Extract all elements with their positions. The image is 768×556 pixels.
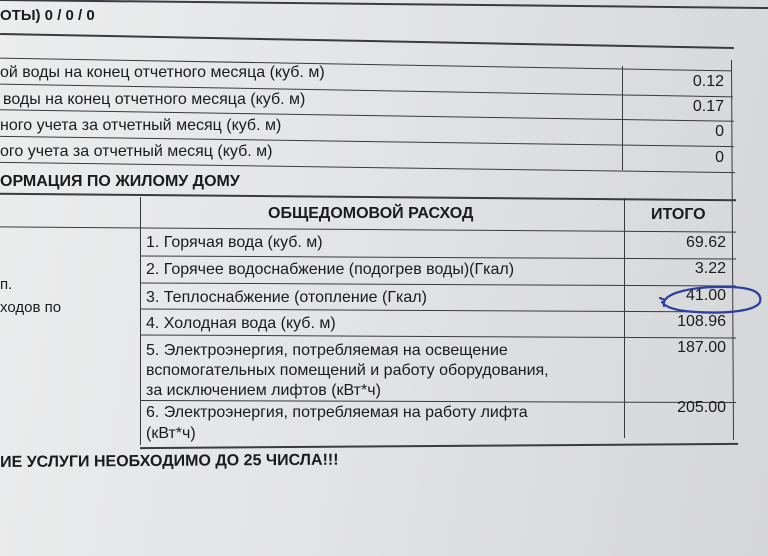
- expense-row-label: (кВт*ч): [146, 425, 196, 442]
- expense-row-value: 3.22: [694, 260, 726, 277]
- top-prefix: ОТЫ) 0 / 0 / 0: [0, 7, 95, 24]
- expense-row-value: 108.96: [677, 313, 726, 330]
- house-table-bottom-rule: [140, 443, 738, 449]
- house-table-total-header: ИТОГО: [651, 206, 706, 223]
- house-table-row-rule: [140, 255, 736, 259]
- right-border: [731, 60, 734, 440]
- meter-row-value: 0.12: [692, 73, 724, 90]
- expense-row-label: за исключением лифтов (кВт*ч): [146, 382, 381, 399]
- expense-row-label: 3. Теплоснабжение (отопление (Гкал): [146, 289, 427, 306]
- house-table-top-rule: [0, 193, 736, 201]
- expense-row-value: 205.00: [677, 399, 726, 416]
- meter-row-label: ого учета за отчетный месяц (куб. м): [0, 143, 273, 160]
- meter-row-label: ного учета за отчетный месяц (куб. м): [0, 117, 282, 134]
- meter-row-label: воды на конец отчетного месяца (куб. м): [3, 91, 306, 108]
- house-table-left-divider: [140, 197, 141, 445]
- expense-row-label: 1. Горячая вода (куб. м): [146, 234, 323, 251]
- side-label: ходов по: [0, 299, 62, 316]
- side-label: п.: [0, 276, 13, 293]
- expense-row-label: 2. Горячее водоснабжение (подогрев воды)(Гкал): [146, 261, 515, 278]
- house-table-row-rule: [140, 334, 736, 338]
- meter-row-value: 0: [715, 123, 724, 140]
- house-table-column-header: ОБЩЕДОМОВОЙ РАСХОД: [268, 205, 474, 222]
- expense-row-value-marked: 41.00: [685, 287, 726, 304]
- expense-row-label: 5. Электроэнергия, потребляемая на освещение: [146, 342, 508, 359]
- meter-row-value: 0: [715, 149, 724, 166]
- meter-row-rule: [0, 162, 735, 173]
- house-table-row-rule: [140, 308, 736, 312]
- expense-row-label: 4. Холодная вода (куб. м): [146, 315, 336, 332]
- meter-value-divider: [622, 66, 623, 170]
- top-rule: [0, 0, 768, 9]
- section-title: ОРМАЦИЯ ПО ЖИЛОМУ ДОМУ: [0, 173, 240, 190]
- house-table-header-rule: [0, 226, 736, 232]
- expense-row-value: 69.62: [685, 234, 726, 251]
- meter-block-top-rule: [0, 33, 734, 49]
- house-table-row-rule: [140, 282, 736, 286]
- expense-row-label: вспомогательных помещений и работу оборудования,: [146, 362, 549, 379]
- expense-row-value: 187.00: [677, 339, 726, 356]
- meter-row-label: ой воды на конец отчетного месяца (куб. м): [0, 64, 325, 81]
- meter-row-value: 0.17: [692, 98, 724, 115]
- expense-row-label: 6. Электроэнергия, потребляемая на работу лифта: [146, 404, 528, 421]
- payment-deadline-note: ИЕ УСЛУГИ НЕОБХОДИМО ДО 25 ЧИСЛА!!!: [0, 451, 339, 471]
